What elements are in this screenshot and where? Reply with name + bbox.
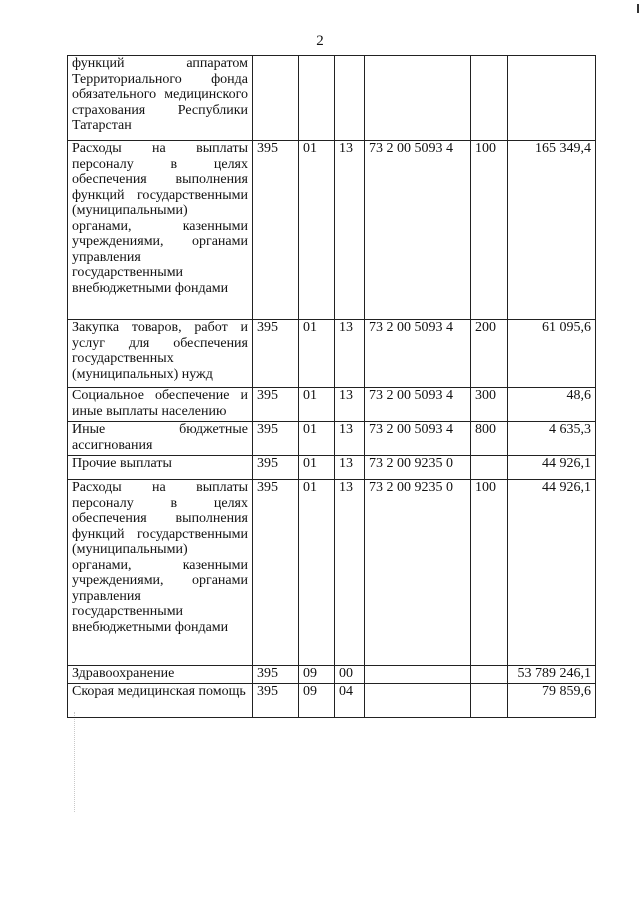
ministry-code: 395 [253,422,299,456]
section-code: 01 [299,388,335,422]
page-number: 2 [316,33,324,49]
table-row [68,456,596,480]
ministry-code: 395 [253,684,299,718]
row-name: Прочие выплаты [68,456,253,480]
target-code: 73 2 00 5093 4 [365,141,471,320]
table-row [68,422,596,456]
table-row [68,480,596,666]
section-code: 01 [299,480,335,666]
section-code: 01 [299,141,335,320]
subsection-code: 13 [335,388,365,422]
table-row [68,684,596,718]
budget-table [67,55,596,718]
ministry-code: 395 [253,388,299,422]
row-name: Социальное обеспечение и иные выплаты населению [68,388,253,422]
amount: 79 859,6 [508,684,596,718]
ministry-code: 395 [253,456,299,480]
ministry-code: 395 [253,480,299,666]
subsection-code: 00 [335,666,365,684]
row-name: Иные бюджетные ассигнования [68,422,253,456]
target-code [365,666,471,684]
row-name: Здравоохранение [68,666,253,684]
expense-type-code [471,666,508,684]
subsection-code: 13 [335,141,365,320]
subsection-code: 04 [335,684,365,718]
section-code: 01 [299,422,335,456]
target-code [365,56,471,141]
amount: 53 789 246,1 [508,666,596,684]
scan-artifact [74,712,75,812]
table-row [68,666,596,684]
section-code: 09 [299,684,335,718]
amount: 165 349,4 [508,141,596,320]
section-code: 09 [299,666,335,684]
table-row [68,141,596,320]
subsection-code: 13 [335,422,365,456]
table-row [68,56,596,141]
ministry-code [253,56,299,141]
scan-edge-mark [637,4,639,13]
amount: 44 926,1 [508,456,596,480]
ministry-code: 395 [253,320,299,388]
section-code: 01 [299,320,335,388]
target-code: 73 2 00 5093 4 [365,320,471,388]
target-code: 73 2 00 9235 0 [365,456,471,480]
amount: 48,6 [508,388,596,422]
row-name: Расходы на выплаты персоналу в целях обеспечения выполнения функций государственными (муниципальными) органами, казенными учреждениями, органами управления государственными внебюджетными фондами [68,480,253,666]
subsection-code: 13 [335,456,365,480]
amount [508,56,596,141]
expense-type-code: 100 [471,480,508,666]
target-code: 73 2 00 5093 4 [365,422,471,456]
target-code: 73 2 00 5093 4 [365,388,471,422]
table-row [68,388,596,422]
table-row [68,320,596,388]
section-code: 01 [299,456,335,480]
ministry-code: 395 [253,141,299,320]
row-name: Скорая медицинская помощь [68,684,253,718]
amount: 61 095,6 [508,320,596,388]
expense-type-code [471,684,508,718]
expense-type-code [471,56,508,141]
amount: 4 635,3 [508,422,596,456]
row-name: Расходы на выплаты персоналу в целях обеспечения выполнения функций государственными (муниципальными) органами, казенными учреждениями, органами управления государственными внебюджетными фондами [68,141,253,320]
target-code [365,684,471,718]
ministry-code: 395 [253,666,299,684]
target-code: 73 2 00 9235 0 [365,480,471,666]
row-name: Закупка товаров, работ и услуг для обеспечения государственных (муниципальных) нужд [68,320,253,388]
amount: 44 926,1 [508,480,596,666]
expense-type-code: 800 [471,422,508,456]
subsection-code [335,56,365,141]
section-code [299,56,335,141]
expense-type-code [471,456,508,480]
row-name: функций аппаратом Территориального фонда обязательного медицинского страхования Республики Татарстан [68,56,253,141]
expense-type-code: 200 [471,320,508,388]
subsection-code: 13 [335,480,365,666]
subsection-code: 13 [335,320,365,388]
expense-type-code: 100 [471,141,508,320]
expense-type-code: 300 [471,388,508,422]
